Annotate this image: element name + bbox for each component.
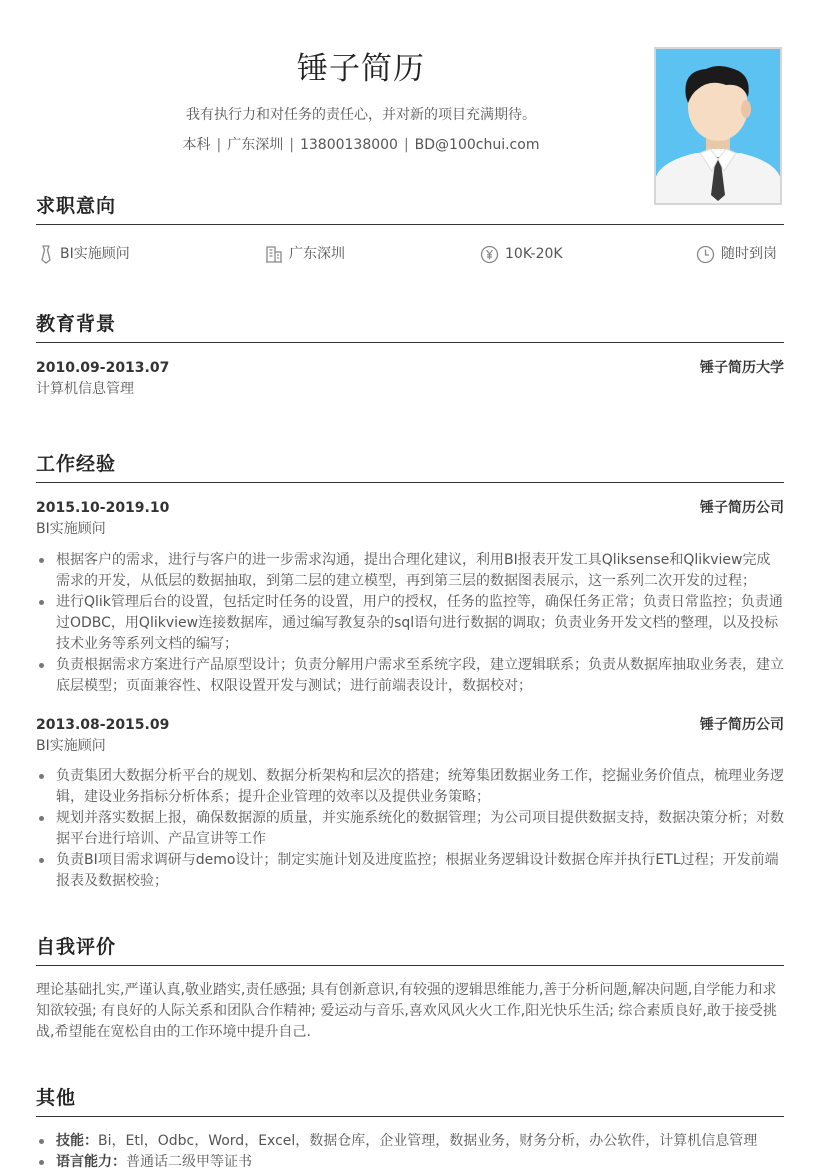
other-language xyxy=(36,1152,784,1173)
education-school: 锤子简历大学 xyxy=(700,360,784,376)
list-item: 负责根据需求方案进行产品原型设计；负责分解用户需求至系统字段，建立逻辑联系；负责从数据库抽取业务表，建立底层模型；页面兼容性、权限设置开发与测试；进行前端表设计，数据校对； xyxy=(36,655,784,697)
contact-separator: | xyxy=(403,137,409,153)
tie-icon xyxy=(38,244,54,264)
contact-city: 广东深圳 xyxy=(227,137,284,153)
education-major: 计算机信息管理 xyxy=(36,381,134,397)
skills-text: Bi，Etl，Odbc，Word，Excel，数据仓库，企业管理，数据业务，财务分析，办公软件，计算机信息管理 xyxy=(98,1133,758,1149)
work-1-date: 2015.10-2019.10 xyxy=(36,500,170,516)
resume-name: 锤子简历 xyxy=(297,51,425,87)
intent-position xyxy=(38,243,130,265)
education-date: 2010.09-2013.07 xyxy=(36,360,170,376)
intent-position-text: BI实施顾问 xyxy=(60,246,130,262)
list-item: 进行Qlik管理后台的设置，包括定时任务的设置，用户的授权，任务的监控等，确保任务正常；负责日常监控；负责通过ODBC，用Qlikview连接数据库，通过编写教复杂的sql语句进行数据的调取；负责业务开发文档的整理，以及投标技术业务等系列文档的编写； xyxy=(36,592,784,655)
contact-email: BD@100chui.com xyxy=(414,137,540,153)
resume-slogan: 我有执行力和对任务的责任心，并对新的项目充满期待。 xyxy=(186,107,536,123)
section-title-intent: 求职意向 xyxy=(36,192,784,225)
intent-availability-text: 随时到岗 xyxy=(721,246,777,262)
intent-city-text: 广东深圳 xyxy=(289,246,345,262)
language-label: 语言能力： xyxy=(56,1154,126,1170)
work-2-company: 锤子简历公司 xyxy=(700,717,784,733)
avatar-illustration xyxy=(656,49,780,203)
work-2-title: BI实施顾问 xyxy=(36,738,106,754)
work-2-duties xyxy=(36,766,784,892)
intent-salary-text: 10K-20K xyxy=(505,246,563,262)
list-item: 负责集团大数据分析平台的规划、数据分析架构和层次的搭建；统筹集团数据业务工作，挖掘业务价值点，梳理业务逻辑，建设业务指标分析体系；提升企业管理的效率以及提供业务策略； xyxy=(36,766,784,808)
clock-icon xyxy=(696,245,715,264)
contact-separator: | xyxy=(216,137,222,153)
other-skills xyxy=(36,1131,784,1152)
section-title-evaluation: 自我评价 xyxy=(36,933,784,966)
skills-label: 技能： xyxy=(56,1133,98,1149)
list-item: 规划并落实数据上报，确保数据源的质量，并实施系统化的数据管理；为公司项目提供数据支持，数据决策分析；对数据平台进行培训、产品宣讲等工作 xyxy=(36,808,784,850)
work-2-date: 2013.08-2015.09 xyxy=(36,717,170,733)
building-icon xyxy=(265,245,283,263)
profile-photo xyxy=(654,47,782,205)
intent-salary xyxy=(480,243,563,265)
section-title-work: 工作经验 xyxy=(36,450,784,483)
yen-icon xyxy=(480,245,499,264)
list-item: 根据客户的需求，进行与客户的进一步需求沟通，提出合理化建议，利用BI报表开发工具Qliksense和Qlikview完成需求的开发，从低层的数据抽取，到第二层的建立模型，再到第三层的数据图表展示，这一系列二次开发的过程； xyxy=(36,550,784,592)
language-text: 普通话二级甲等证书 xyxy=(126,1154,252,1170)
section-title-other: 其他 xyxy=(36,1084,784,1117)
self-evaluation-text: 理论基础扎实,严谨认真,敬业踏实,责任感强; 具有创新意识,有较强的逻辑思维能力,善于分析问题,解决问题,自学能力和求知欲较强; 有良好的人际关系和团队合作精神; 爱运动与音乐,喜欢风风火火工作,阳光快乐生活; 综合素质良好,敢于接受挑战,希望能在宽松自由的工作环境中提升自己. xyxy=(36,982,777,1040)
section-title-education: 教育背景 xyxy=(36,310,784,343)
work-1-company: 锤子简历公司 xyxy=(700,500,784,516)
contact-separator: | xyxy=(289,137,294,153)
list-item: 负责BI项目需求调研与demo设计；制定实施计划及进度监控；根据业务逻辑设计数据仓库并执行ETL过程；开发前端报表及数据校验； xyxy=(36,850,784,892)
intent-availability xyxy=(696,243,777,265)
contact-line xyxy=(36,135,686,155)
work-1-duties xyxy=(36,550,784,697)
other-list xyxy=(36,1131,784,1173)
work-1-title: BI实施顾问 xyxy=(36,521,106,537)
intent-city xyxy=(265,243,345,265)
contact-degree: 本科 xyxy=(182,137,211,153)
contact-phone: 13800138000 xyxy=(299,137,398,153)
